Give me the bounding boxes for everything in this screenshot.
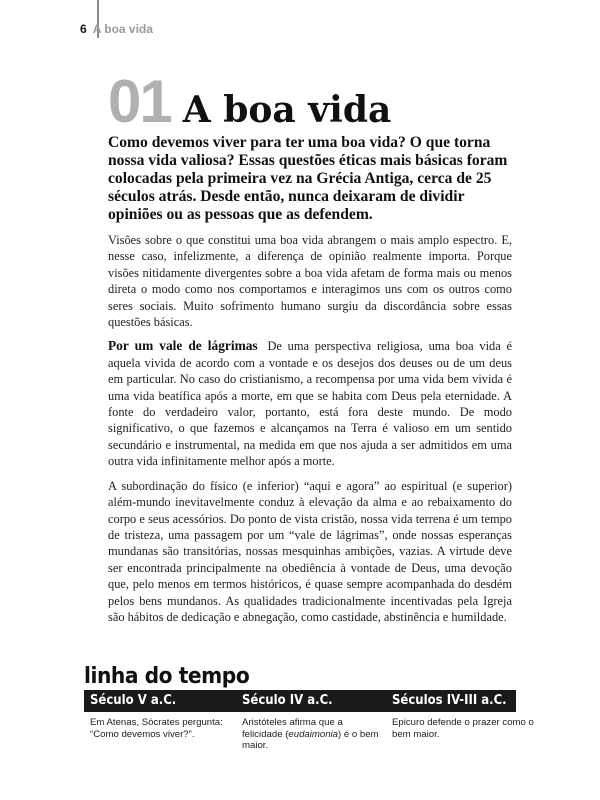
timeline-event-2-text-b: ) é o bem maior. (242, 728, 379, 751)
chapter-title: A boa vida (182, 89, 392, 131)
paragraph-2-text: De uma perspectiva religiosa, uma boa vida é aquela vivida de acordo com a vontade e os desejos dos deuses ou de um deus em particular. No caso do cristianismo, a recompensa por uma vida bem vivida é uma vida beatífica após a morte, em que se habita com Deus pela eternidade. A fonte do verdadeiro valor, portanto, está fora deste mundo. De modo significativo, o que fazemos e alcançamos na Terra é valioso em um sentido secundário e instrumental, na medida em que nos ajuda a ser admitidos em uma outra vida infinitamente melhor após a morte. (108, 339, 512, 469)
running-section-title: A boa vida (92, 22, 153, 36)
paragraph-1: Visões sobre o que constitui uma boa vida abrangem o mais amplo espectro. E, nesse caso, infelizmente, a diferença de opinião realmente importa. Porque visões nitidamente divergentes sobre a boa vida afetam de forma mais ou menos direta o modo como nos comportamos e interagimos uns com os outros como seres sociais. Muito sofrimento humano surgiu da discordância sobre essas questões básicas. (108, 233, 512, 330)
subhead-vale-de-lagrimas: Por um vale de lágrimas (108, 338, 258, 354)
page-number: 6 (80, 22, 87, 36)
timeline-event-2-italic: eudaimonia (288, 728, 339, 740)
timeline-event-3 (392, 717, 534, 740)
timeline-event-3-text: Epicuro defende o prazer como o bem maior. (392, 717, 534, 740)
timeline-period-2: Século IV a.C. (242, 693, 333, 708)
running-header (80, 20, 153, 38)
timeline-event-1-text: Em Atenas, Sócrates pergunta: “Como devemos viver?”. (90, 717, 223, 740)
timeline-event-2 (242, 717, 384, 752)
timeline-event-1 (90, 717, 232, 740)
timeline-title: linha do tempo (84, 664, 250, 689)
chapter-heading (108, 68, 392, 135)
body-text (108, 134, 512, 633)
timeline-period-3: Séculos IV-III a.C. (392, 693, 507, 708)
timeline-period-1: Século V a.C. (90, 693, 177, 708)
paragraph-3: A subordinação do físico (e inferior) “aqui e agora” ao espiritual (e superior) além-mundo inevitavelmente conduz à elevação da alma e ao rebaixamento do corpo e seus acessórios. Do ponto de vista cristão, nossa vida terrena é um tempo de tristeza, uma passagem por um “vale de lágrimas”, onde nossas esperanças mundanas são transitórias, nossas mesquinhas ambições, vazias. A virtude deve ser encontrada principalmente na obediência à vontade de Deus, uma devoção que, pelo menos em termos históricos, é quase sempre acompanhada do desdém pelos bens mundanos. As qualidades tradicionalmente incentivadas pela Igreja são hábitos de dedicação e abnegação, como castidade, abstinência e humildade. (108, 478, 512, 624)
paragraph-2 (108, 338, 512, 469)
chapter-number: 01 (108, 68, 171, 135)
lead-paragraph: Como devemos viver para ter uma boa vida? O que torna nossa vida valiosa? Essas questões éticas mais básicas foram colocadas pela primeira vez na Grécia Antiga, cerca de 25 séculos atrás. Desde então, nunca deixaram de dividir opiniões ou as pessoas que as defendem. (108, 134, 508, 223)
timeline-event-2-text-a: Aristóteles afirma que a felicidade ( (242, 717, 343, 740)
